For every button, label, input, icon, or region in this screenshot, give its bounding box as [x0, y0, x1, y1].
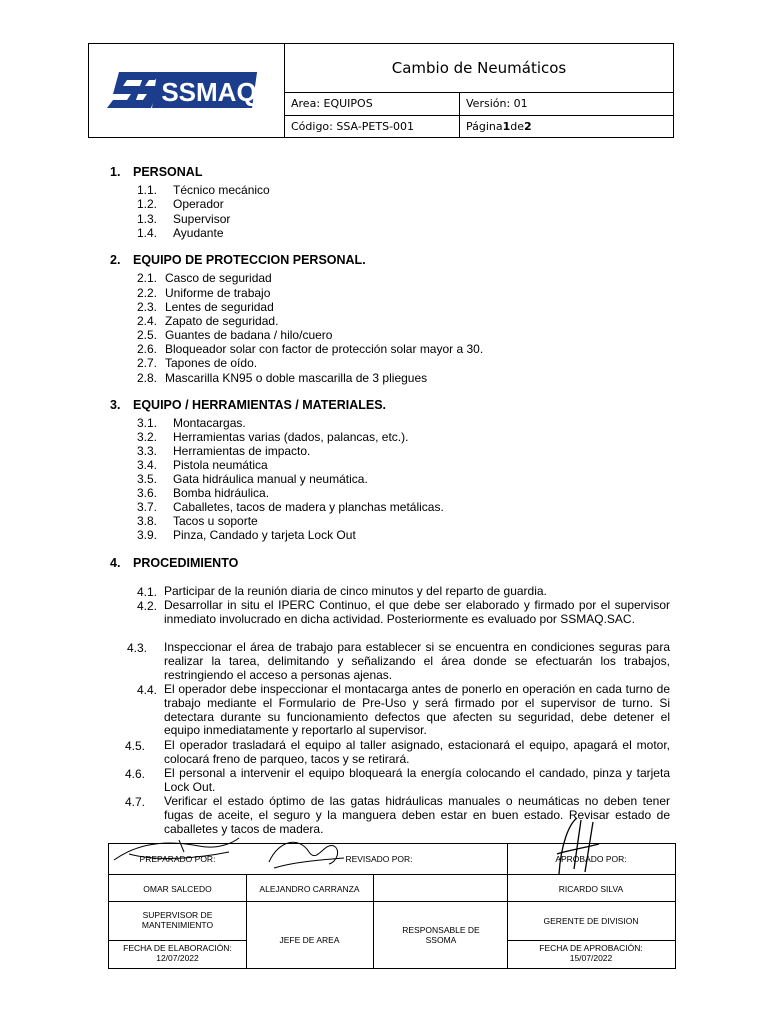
list-item: 3.3. Herramientas de impacto. — [137, 444, 311, 458]
signature-table — [108, 843, 676, 969]
approver-name: RICARDO SILVA — [558, 884, 624, 894]
step-number: 4.6. — [125, 767, 146, 781]
logo-text: SSMAQ — [161, 77, 257, 107]
list-item: 1.4. Ayudante — [137, 226, 224, 240]
list-item: 2.2. Uniforme de trabajo — [137, 286, 271, 300]
step-text: Verificar el estado óptimo de las gatas hidráulicas manuales o neumáticas no deben tener fugas de aceite, el seguro y la manguera deben estar en buen estado. Revisar estado de caballetes y tacos de madera. — [164, 794, 670, 836]
list-item: 2.3. Lentes de seguridad — [137, 300, 274, 314]
list-item: 3.8. Tacos u soporte — [137, 514, 258, 528]
signature-3-icon — [549, 814, 609, 884]
list-item: 2.8. Mascarilla KN95 o doble mascarilla de 3 pliegues — [137, 371, 428, 385]
list-item: 2.7. Tapones de oído. — [137, 356, 258, 370]
reviewer-name: ALEJANDRO CARRANZA — [259, 884, 360, 894]
step-text: El personal a intervenir el equipo bloqueará la energía colocando el candado, pinza y tarjeta Lock Out. — [164, 766, 670, 794]
page-prefix: Página — [466, 120, 503, 133]
list-item: 3.6. Bomba hidráulica. — [137, 486, 270, 500]
step-number: 4.1. — [137, 585, 158, 599]
list-item: 1.3. Supervisor — [137, 212, 231, 226]
step-number: 4.4. — [137, 683, 158, 697]
ssmaq-logo-icon — [89, 44, 284, 137]
list-item: 3.4. Pistola neumática — [137, 458, 268, 472]
list-item: 2.4. Zapato de seguridad. — [137, 314, 279, 328]
document-title: Cambio de Neumáticos — [285, 44, 673, 93]
version-field: Versión: 01 — [460, 92, 673, 116]
list-item: 2.5. Guantes de badana / hilo/cuero — [137, 328, 333, 342]
document-header — [88, 43, 674, 138]
step-number: 4.3. — [127, 641, 148, 655]
step-number: 4.5. — [125, 739, 146, 753]
ssoma-role: RESPONSABLE DE SSOMA — [402, 925, 480, 945]
list-item: 2.1. Casco de seguridad — [137, 271, 272, 285]
reviewed-label: REVISADO POR: — [345, 854, 413, 864]
list-item: 2.6. Bloqueador solar con factor de protección solar mayor a 30. — [137, 342, 484, 356]
signature-2-icon — [259, 832, 349, 877]
area-field: Area: EQUIPOS — [285, 92, 460, 116]
list-item: 3.7. Caballetes, tacos de madera y planchas metálicas. — [137, 500, 444, 514]
signature-1-icon — [109, 832, 249, 872]
page-mid: de — [510, 120, 525, 133]
preparer-role: SUPERVISOR DE MANTENIMIENTO — [141, 910, 214, 930]
list-item: 1.2. Operador — [137, 197, 224, 211]
page-field — [460, 116, 673, 137]
section-heading: 2. EQUIPO DE PROTECCION PERSONAL. — [110, 253, 366, 267]
step-text: Desarrollar in situ el IPERC Continuo, el que debe ser elaborado y firmado por el supervisor inmediato involucrado en dicha actividad. Posteriormente es evaluado por SSMAQ.SAC. — [164, 598, 670, 626]
section-heading: 1. PERSONAL — [110, 165, 203, 179]
prepared-label: PREPARADO POR: — [139, 854, 216, 864]
code-field: Código: SSA-PETS-001 — [285, 116, 460, 137]
list-item: 3.5. Gata hidráulica manual y neumática. — [137, 472, 368, 486]
approved-label: APROBADO POR: — [555, 854, 627, 864]
preparer-name: OMAR SALCEDO — [143, 884, 212, 894]
list-item: 3.1. Montacargas. — [137, 416, 246, 430]
page-total: 2 — [524, 120, 532, 133]
step-text: El operador debe inspeccionar el montacarga antes de ponerlo en operación en cada turno de trabajo mediante el Formulario de Pre-Uso y será firmado por el supervisor de turno. Si detectara durante su funcionamiento defectos que afecten su seguridad, debe detener el equipo inmediatamente y reportarlo al supervisor. — [164, 682, 670, 738]
step-number: 4.7. — [125, 795, 146, 809]
step-text: Inspeccionar el área de trabajo para establecer si se encuentra en condiciones seguras para realizar la tarea, delimitando y señalizando el área donde se efectuarán los trabajos, restringiendo el acceso a personas ajenas. — [164, 640, 670, 682]
company-logo — [89, 44, 285, 137]
approver-role: GERENTE DE DIVISION — [543, 916, 639, 926]
list-item: 3.9. Pinza, Candado y tarjeta Lock Out — [137, 528, 356, 542]
elaboration-date: 12/07/2022 — [156, 953, 199, 963]
step-text: Participar de la reunión diaria de cinco minutos y del reparto de guardia. — [164, 584, 547, 598]
section-heading: 3. EQUIPO / HERRAMIENTAS / MATERIALES. — [110, 398, 387, 412]
step-text: El operador trasladará el equipo al taller asignado, estacionará el equipo, apagará el motor, colocará freno de parqueo, tacos y se retirará. — [164, 738, 670, 766]
step-number: 4.2. — [137, 599, 158, 613]
section-heading: 4. PROCEDIMIENTO — [110, 556, 239, 570]
reviewer-role: JEFE DE AREA — [279, 935, 340, 945]
page-number: 1 — [502, 120, 511, 133]
elaboration-date-label: FECHA DE ELABORACIÓN: — [123, 943, 232, 953]
list-item: 3.2. Herramientas varias (dados, palancas, etc.). — [137, 430, 409, 444]
approval-date-label: FECHA DE APROBACIÓN: — [539, 943, 643, 953]
approval-date: 15/07/2022 — [569, 953, 613, 963]
list-item: 1.1. Técnico mecánico — [137, 183, 270, 197]
